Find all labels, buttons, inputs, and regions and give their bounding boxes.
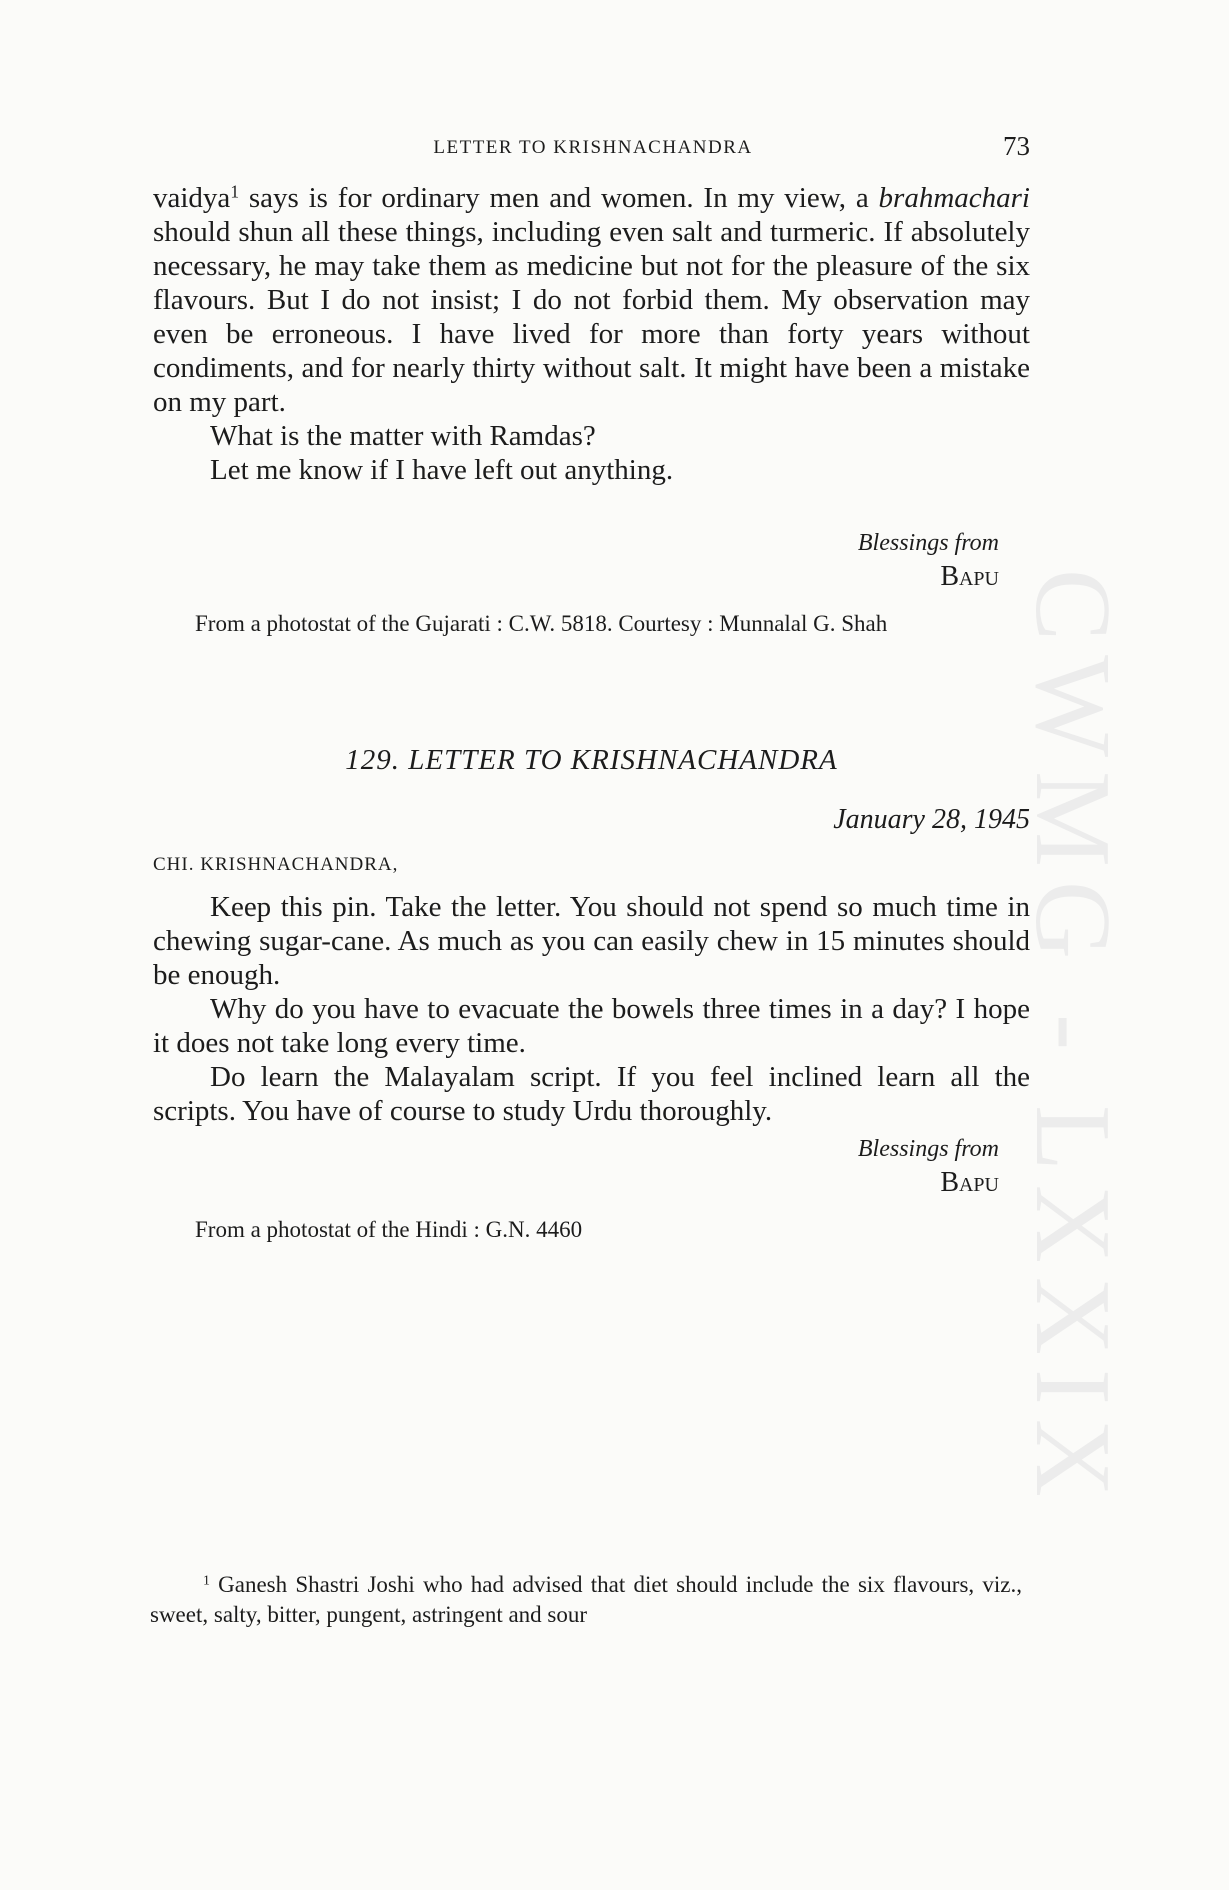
source-note: From a photostat of the Hindi : G.N. 4460 [195, 1217, 583, 1242]
signature: Bapu [940, 1167, 999, 1198]
signature-block [858, 526, 999, 594]
paragraph: Why do you have to evacuate the bowels three times in a day? I hope it does not take long every time. [153, 993, 1030, 1059]
signoff: Blessings from [857, 530, 999, 556]
signoff: Blessings from [857, 1136, 999, 1162]
footnote-ref: 1 [230, 181, 240, 202]
signature: Bapu [940, 561, 999, 592]
running-head [156, 131, 1030, 165]
watermark: CWMG - LXXIX [1013, 569, 1132, 1511]
paragraph: vaidya$^1$ says is for ordinary men and women. In my view, a brahmachari should shun all these things, including even salt and turmeric. If absolutely necessary, he may take them as medicine but not for the pleasure of the six flavours. But I do not insist; I do not forbid them. My observation may even be erroneous. I have lived for more than forty years without condiments, and for nearly thirty without salt. It might have been a mistake on my part. [153, 181, 1030, 418]
source-note: From a photostat of the Gujarati : C.W. 5818. Courtesy : Munnalal G. Shah [195, 611, 888, 636]
signature-block [858, 1132, 999, 1200]
salutation: CHI. KRISHNACHANDRA, [153, 854, 399, 875]
paragraph: Let me know if I have left out anything. [210, 454, 674, 486]
footnote-marker: 1 [203, 1572, 210, 1588]
footnote: $^1$ Ganesh Shastri Joshi who had advised that diet should include the six flavours, viz., sweet, salty, bitter, pungent, astringent and sour [150, 1572, 1022, 1627]
running-title: LETTER TO KRISHNACHANDRA [433, 137, 753, 158]
letter-date: January 28, 1945 [833, 804, 1030, 835]
paragraph: Keep this pin. Take the letter. You should not spend so much time in chewing sugar-cane. As much as you can easily chew in 15 minutes should be enough. [153, 891, 1030, 991]
continued-letter-body [153, 181, 1030, 487]
page-number: 73 [1003, 131, 1030, 161]
letter-body [153, 890, 1030, 1128]
paragraph: What is the matter with Ramdas? [210, 420, 596, 452]
paragraph: Do learn the Malayalam script. If you feel inclined learn all the scripts. You have of course to study Urdu thoroughly. [153, 1061, 1030, 1127]
letter-heading: 129. LETTER TO KRISHNACHANDRA [345, 744, 838, 776]
